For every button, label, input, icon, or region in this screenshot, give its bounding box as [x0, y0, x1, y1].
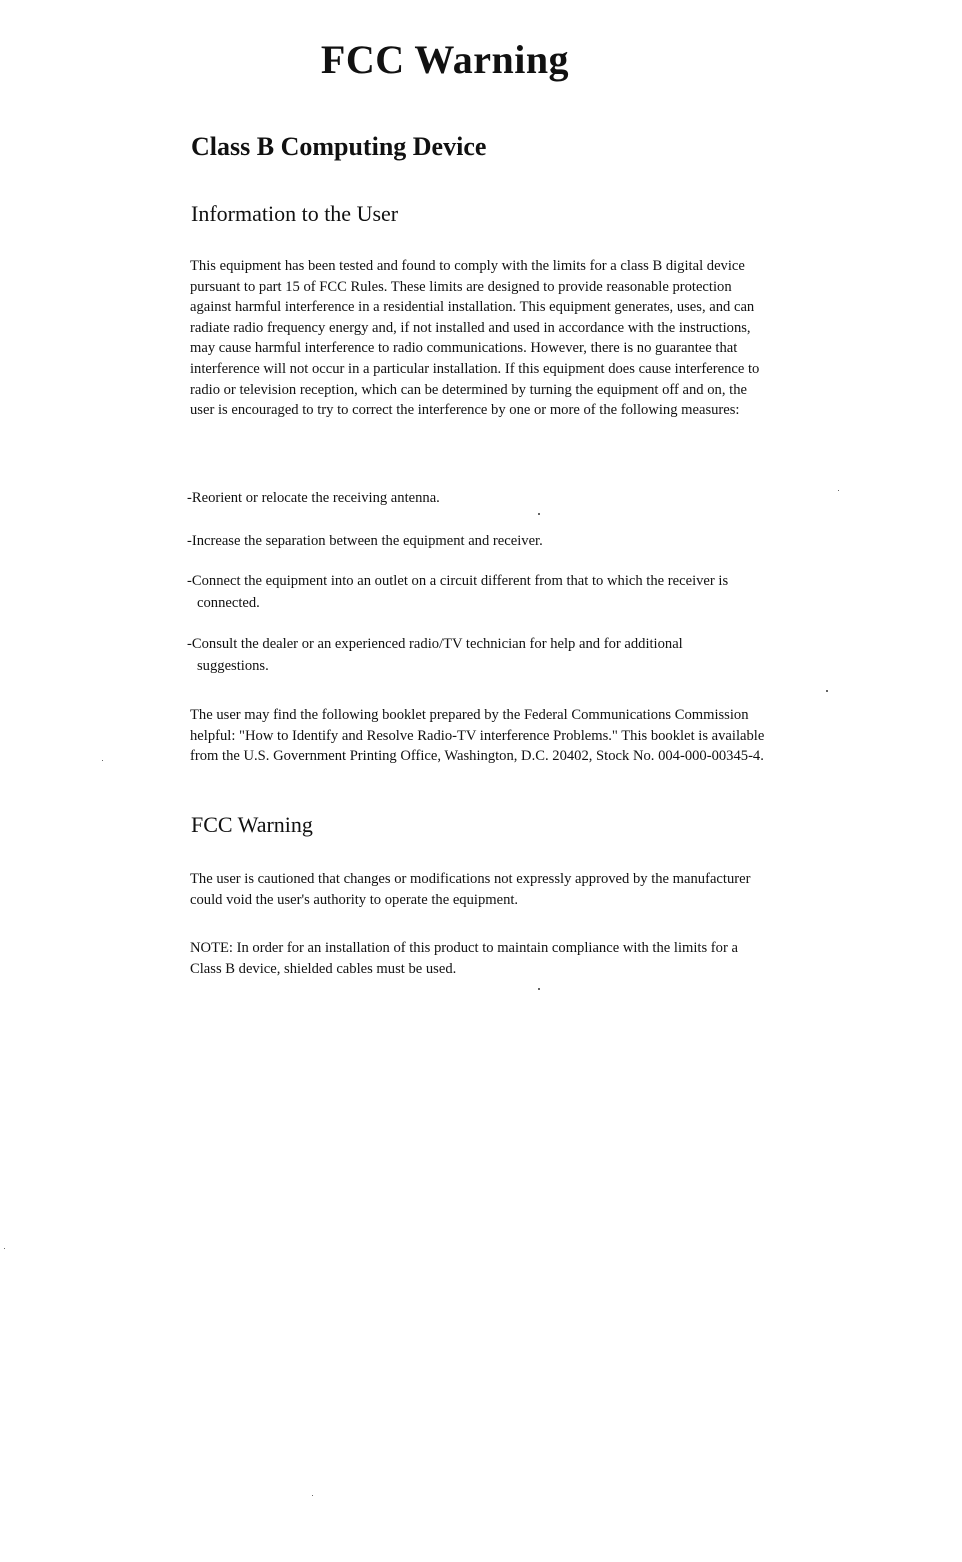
scan-speck — [538, 513, 540, 515]
scan-speck — [838, 490, 839, 491]
info-heading: Information to the User — [191, 201, 399, 226]
booklet-paragraph: The user may find the following booklet prepared by the Federal Communications Commission helpful: "How to Identify and Resolve Radio-TV interference Problems." This booklet is available from the U.S. Government Printing Office, Washington, D.C. 20402, Stock No. 004-000-00345-4. — [190, 707, 765, 765]
scan-speck — [826, 690, 828, 692]
measure-item-increase-separation: -Increase the separation between the equipment and receiver. — [187, 533, 543, 549]
scan-speck — [312, 1495, 313, 1496]
measure-item-consult-dealer: -Consult the dealer or an experienced radio/TV technician for help and for additional suggestions. — [187, 636, 683, 674]
note-paragraph: NOTE: In order for an installation of this product to maintain compliance with the limits for a Class B device, shielded cables must be used. — [190, 940, 738, 977]
page-title: FCC Warning — [320, 37, 570, 82]
measure-item-reorient: -Reorient or relocate the receiving antenna. — [187, 490, 440, 506]
scan-speck — [102, 760, 103, 761]
info-paragraph: This equipment has been tested and found to comply with the limits for a class B digital device pursuant to part 15 of FCC Rules. These limits are designed to provide reasonable protection against harmful interference in a residential installation. This equipment generates, uses, and can radiate radio frequency energy and, if not installed and used in accordance with the instructions, may cause harmful interference to radio communications. However, there is no guarantee that interference will not occur in a particular installation. If this equipment does cause interference to radio or television reception, which can be determined by turning the equipment off and on, the user is encouraged to try to correct the interference by one or more of the following measures: — [190, 258, 760, 419]
scan-speck — [538, 988, 540, 990]
warning-paragraph: The user is cautioned that changes or modifications not expressly approved by the manufacturer could void the user's authority to operate the equipment. — [190, 871, 751, 908]
scan-speck — [4, 1248, 5, 1249]
fcc-warning-heading: FCC Warning — [191, 812, 313, 837]
measure-item-connect-outlet: -Connect the equipment into an outlet on a circuit different from that to which the receiver is connected. — [187, 573, 729, 611]
section-title: Class B Computing Device — [191, 132, 487, 161]
